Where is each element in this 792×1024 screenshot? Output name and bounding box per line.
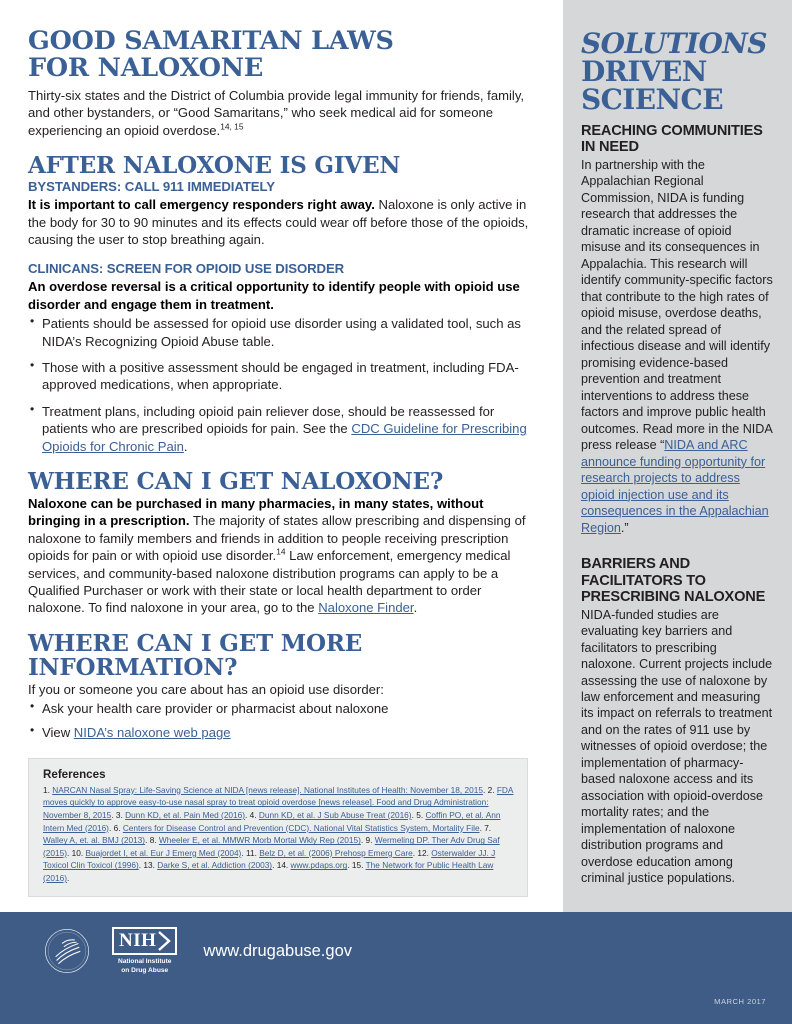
nida-naloxone-web-page-link[interactable]: NIDA’s naloxone web page	[73, 725, 231, 741]
reference-number: 12.	[417, 847, 432, 858]
sidebar-block1-heading: REACHING COMMUNITIES IN NEED	[581, 123, 763, 156]
sidebar-block2-heading: BARRIERS AND FACILITATORS TO PRESCRIBING NALOXONE	[581, 556, 766, 606]
good-samaritan-heading	[28, 28, 531, 81]
reference-number: 13.	[143, 860, 158, 871]
subhead-bystanders: BYSTANDERS: CALL 911 IMMEDIATELY	[28, 179, 275, 195]
reference-link[interactable]: Dunn KD, et al. Pain Med (2016)	[125, 810, 246, 821]
heading-line-1: WHERE CAN I GET MORE	[28, 629, 363, 657]
hhs-seal-icon	[44, 928, 90, 974]
reference-number: 10.	[71, 847, 86, 858]
nida-arc-press-release-link[interactable]: NIDA and ARC announce funding opportunity for research projects to address opioid injection use and its consequences in the Appalachian Region	[581, 438, 769, 535]
reference-number: 9.	[365, 835, 375, 846]
more-info-bullet-list	[28, 700, 531, 742]
sidebar-block1-text	[581, 157, 774, 536]
nih-text: NIH	[119, 930, 157, 952]
list-item	[28, 403, 531, 455]
sidebar-block2-text: NIDA-funded studies are evaluating key barriers and facilitators to prescribing naloxone. Current projects include assessing the use of naloxone by law enforcement and measuring its impact on referrals to treatment and on the rates of 911 use by witnesses of opioid overdose; the implementation of pharmacy-based naloxone access and its association with opioid-overdose mortality rates; and the implementation of naloxone distribution programs and overdose education among criminal justice populations.	[581, 607, 773, 886]
reference-link[interactable]: Wermeling DP. Ther Adv Drug Saf (2015)	[43, 835, 500, 858]
reference-number: 7.	[484, 822, 492, 833]
references-list	[43, 784, 515, 885]
reference-number: 2.	[487, 784, 497, 795]
sidebar-title	[581, 27, 774, 116]
reference-number: 4.	[249, 810, 259, 821]
nih-caption-line-2: on Drug Abuse	[121, 966, 169, 974]
reference-link[interactable]: NARCAN Nasal Spray: Life-Saving Science at NIDA [news release]. National Institutes of Health: November 18, 2015	[52, 784, 483, 795]
clinicians-bullet-list	[28, 315, 531, 455]
reference-number: 8.	[149, 835, 159, 846]
nih-chevron-icon	[158, 931, 171, 951]
reference-link[interactable]: Coffin PO, et al. Ann Intern Med (2016)	[43, 810, 501, 833]
references-title: References	[43, 767, 106, 781]
sidebar-title-line-1: SOLUTIONS	[581, 27, 767, 60]
reference-separator: .	[108, 822, 114, 833]
section-more-information	[28, 629, 531, 742]
reference-separator: .	[272, 860, 277, 871]
where-get-text-2: Law enforcement, emergency medical services, and community-based naloxone distribution programs can apply to be a Qualified Purchaser or work with their state or local health department to order naloxone. To find naloxone in your area, go to the	[28, 548, 511, 616]
more-info-intro: If you or someone you care about has an opioid use disorder:	[28, 681, 384, 697]
reference-number: 15.	[351, 860, 366, 871]
publication-date: MARCH 2017	[714, 997, 766, 1006]
clinicians-bold-text: An overdose reversal is a critical opportunity to identify people with opioid use disorder and engage them in treatment.	[28, 279, 520, 312]
list-item: • Ask your health care provider or pharmacist about naloxone	[28, 700, 531, 717]
reference-link[interactable]: Osterwalder JJ. J Toxicol Clin Toxicol (1996)	[43, 847, 496, 871]
list-item: • Those with a positive assessment should be engaged in treatment, including FDA-approved medications, when appropriate.	[28, 359, 531, 394]
reference-separator: .	[66, 873, 70, 884]
naloxone-finder-link[interactable]: Naloxone Finder	[318, 600, 414, 616]
reference-link[interactable]: The Network for Public Health Law (2016)	[43, 860, 494, 884]
reference-separator: .	[412, 847, 418, 858]
bullet3-pre-text: Treatment plans, including opioid pain reliever dose, should be reassessed for patients who are prescribed opioids for pain. See the	[42, 403, 495, 437]
subhead-clinicians: CLINICANS: SCREEN FOR OPIOID USE DISORDER	[28, 261, 345, 277]
bystanders-bold-lead: It is important to call emergency responders right away.	[28, 197, 375, 213]
website-url[interactable]: www.drugabuse.gov	[203, 941, 352, 960]
bystanders-body-text: Naloxone is only active in the body for 30 to 90 minutes and its effects could wear off before those of the opioids, causing the user to stop breathing again.	[28, 197, 529, 247]
clinicians-bold-lead	[28, 278, 531, 313]
where-get-text-3: .	[413, 600, 418, 616]
list-item	[28, 724, 531, 741]
reference-link[interactable]: Darke S, et al. Addiction (2003)	[157, 860, 273, 871]
heading-line-2: FOR NALOXONE	[28, 52, 264, 83]
reference-link[interactable]: Wheeler E, et al. MMWR Morb Mortal Wkly Rep (2015)	[158, 835, 361, 846]
reference-link[interactable]: www.pdaps.org	[290, 860, 348, 871]
list-item: • Patients should be assessed for opioid use disorder using a validated tool, such as NIDA’s Recognizing Opioid Abuse table.	[28, 315, 531, 350]
bystanders-paragraph	[28, 196, 531, 248]
reference-number: 11.	[245, 847, 260, 858]
good-samaritan-text: Thirty-six states and the District of Columbia provide legal immunity for friends, family, and other bystanders, or “Good Samaritans,” who seek medical aid for someone experiencing an opioid overdose.	[28, 88, 525, 138]
reference-link[interactable]: FDA moves quickly to approve easy-to-use nasal spray to treat opioid overdose [news release]. Food and Drug Administration: November 8, 2015	[43, 784, 514, 821]
reference-link[interactable]: Centers for Disease Control and Prevention (CDC). National Vital Statistics System, Mortality File	[122, 822, 480, 833]
reference-link[interactable]: Dunn KD, et al. J Sub Abuse Treat (2016)	[258, 810, 412, 821]
nih-logo	[112, 927, 177, 974]
reference-number: 1.	[43, 784, 53, 795]
nih-caption	[112, 958, 177, 974]
reference-link[interactable]: Belz D, et al. (2006) Prehosp Emerg Care	[259, 847, 413, 858]
reference-number: 6.	[113, 822, 123, 833]
sidebar-block-barriers-facilitators	[581, 556, 774, 887]
bullet3-post-text: .	[183, 438, 188, 454]
good-samaritan-paragraph	[28, 87, 531, 139]
spacer	[28, 250, 531, 261]
sidebar	[563, 0, 792, 912]
reference-number: 3.	[115, 810, 126, 821]
heading-line-2: INFORMATION?	[28, 653, 238, 681]
reference-separator: .	[411, 810, 417, 821]
where-get-naloxone-heading: WHERE CAN I GET NALOXONE?	[28, 468, 444, 496]
sidebar-block-reaching-communities	[581, 123, 774, 536]
nih-wordmark	[112, 927, 177, 955]
section-after-naloxone	[28, 154, 531, 455]
footer-content	[0, 912, 792, 990]
reference-separator: .	[145, 835, 150, 846]
reference-separator: .	[482, 784, 488, 795]
reference-separator: .	[479, 822, 485, 833]
reference-separator: .	[138, 860, 144, 871]
nih-caption-line-1: National Institute	[117, 958, 172, 966]
reference-number: 14.	[276, 860, 291, 871]
where-get-text-1: The majority of states allow prescribing and dispensing of naloxone to family members and friends in addition to people receiving prescription opioids for pain or with opioid use disorder.	[28, 513, 526, 564]
where-get-naloxone-paragraph	[28, 495, 531, 617]
reference-link[interactable]: Buajordet I, et al. Eur J Emerg Med (2004)	[85, 847, 242, 858]
page-footer	[0, 912, 792, 1024]
references-box	[28, 758, 528, 897]
section-where-get-naloxone	[28, 470, 531, 617]
reference-separator: .	[347, 860, 352, 871]
sidebar-title-line-3: SCIENCE	[581, 83, 723, 116]
reference-separator: .	[241, 847, 246, 858]
reference-separator: .	[245, 810, 250, 821]
where-get-bold-lead: Naloxone can be purchased in many pharmacies, in many states, without bringing in a prescription.	[28, 495, 484, 529]
citation-14: 14	[276, 546, 286, 557]
cdc-guideline-link[interactable]: CDC Guideline for Prescribing Opioids for Chronic Pain	[42, 421, 527, 454]
reference-separator: .	[111, 810, 116, 821]
sidebar-title-line-2: DRIVEN	[581, 55, 707, 88]
sidebar-block1-pre-text: In partnership with the Appalachian Regional Commission, NIDA is funding research that addresses the dramatic increase of opioid misuse and its consequences in Appalachia. This research will identify community-specific factors that contribute to the high rates of opioid misuse, overdose deaths, and the related spread of infectious disease and will identify promising evidence-based prevention and treatment interventions to address these factors and improve public health outcomes. Read more in the NIDA press release “	[581, 157, 773, 453]
reference-link[interactable]: Walley A, et. al. BMJ (2013)	[43, 835, 146, 846]
view-label: View	[42, 725, 74, 741]
after-naloxone-heading: AFTER NALOXONE IS GIVEN	[28, 152, 401, 180]
reference-separator: .	[360, 835, 366, 846]
citation-14-15: 14, 15	[220, 121, 244, 132]
sidebar-block1-post-text: .”	[620, 520, 629, 535]
heading-line-1: GOOD SAMARITAN LAWS	[28, 26, 394, 56]
reference-separator: .	[66, 847, 72, 858]
reference-number: 5.	[416, 810, 426, 821]
more-information-heading	[28, 629, 531, 681]
section-good-samaritan	[28, 28, 531, 139]
